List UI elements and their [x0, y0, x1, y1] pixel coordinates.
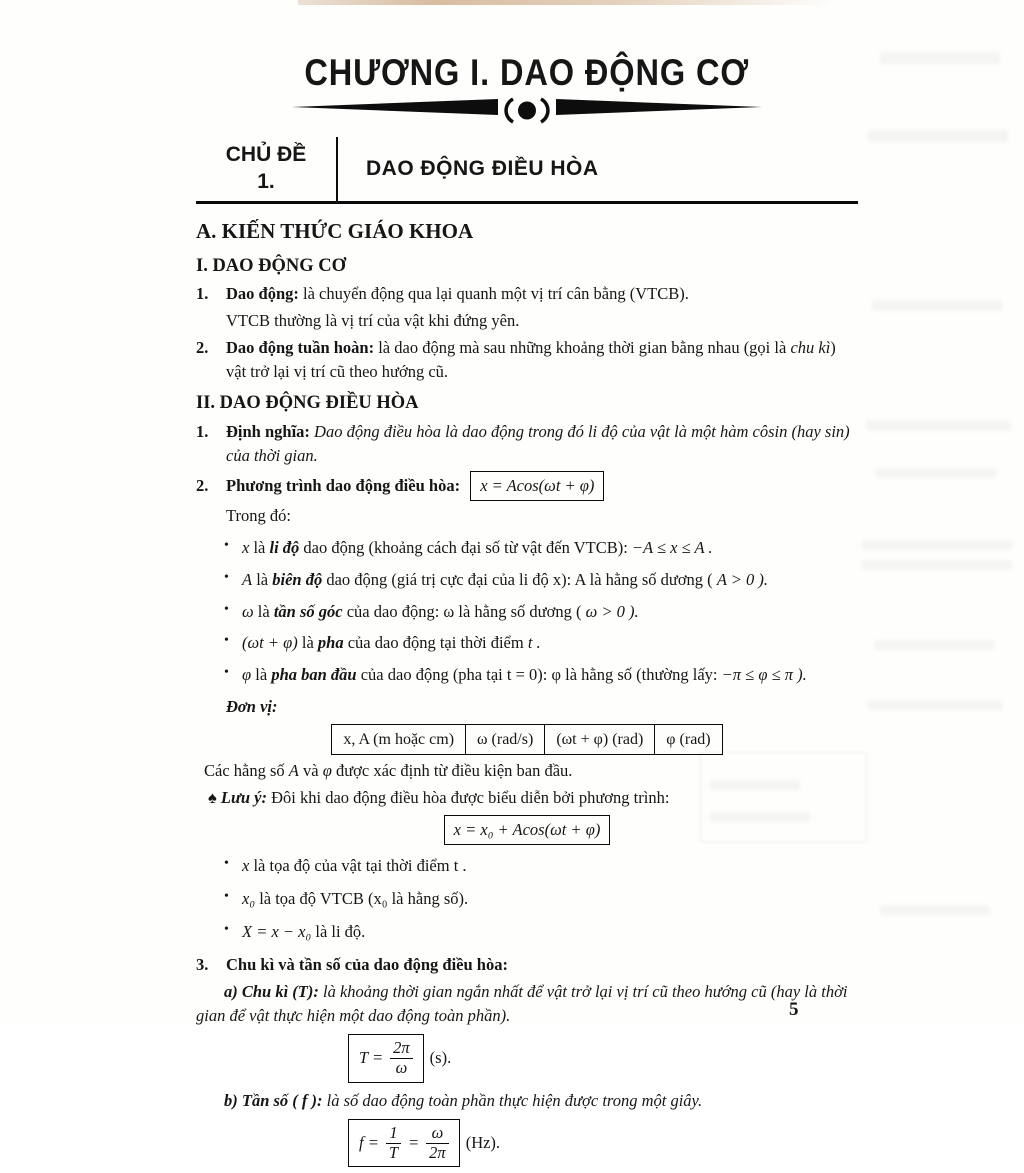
constants-note [196, 759, 858, 783]
bullet-text: là li độ. [315, 922, 366, 941]
item-number: 1. [196, 421, 209, 441]
item-text: là số dao động toàn phần thực hiện được trong một giây. [326, 1090, 703, 1110]
formula-equals: = [408, 1133, 420, 1153]
topic-label-block [196, 137, 336, 202]
item-term: Dao động tuần hoàn: [226, 338, 375, 358]
units-table [331, 724, 722, 755]
constants-text: và [303, 761, 319, 781]
note-formula-line [196, 815, 858, 845]
bullet-icon: • [224, 889, 229, 905]
fraction-denominator: 2π [426, 1143, 449, 1163]
bullet-math: −A ≤ x ≤ A . [631, 537, 713, 557]
bullet-variable: A [242, 569, 253, 589]
constants-text: Các hằng số [204, 761, 285, 781]
formula-box-note: x = x₀ + Acos(ωt + φ) [444, 815, 611, 845]
bullet-variable: φ [242, 665, 252, 685]
bullet-text: của dao động (pha tại t = 0): φ là hằng số (thường lấy: [360, 665, 718, 685]
bleed-through [862, 540, 1012, 550]
bullet-term: tần số góc [273, 601, 343, 621]
note-text: Đôi khi dao động điều hòa được biểu diễn bởi phương trình: [271, 788, 670, 808]
units-label: Đơn vị: [226, 697, 278, 717]
item-number: 2. [196, 475, 209, 495]
bullet-x0 [224, 887, 858, 911]
topic-banner [196, 137, 858, 205]
item-phuong-trinh [196, 471, 858, 501]
item-term: Phương trình dao động điều hòa: [226, 475, 461, 495]
item-dinh-nghia [196, 420, 858, 468]
item-number: 1. [196, 284, 209, 304]
units-cell: ω (rad/s) [466, 725, 545, 755]
constants-variable: φ [322, 761, 332, 781]
formula-f-line [348, 1119, 858, 1168]
bullet-math: A > 0 ). [716, 569, 768, 589]
formula-box-T [348, 1034, 424, 1083]
fraction [426, 1124, 449, 1163]
bullet-bien-do [224, 568, 858, 592]
bleed-through [872, 300, 1002, 311]
note-term: Lưu ý: [220, 788, 267, 808]
bullet-x [224, 854, 858, 878]
item-term: Định nghĩa: [226, 421, 310, 441]
fraction [390, 1039, 413, 1078]
chapter-heading [196, 46, 858, 100]
bleed-through [868, 700, 1003, 710]
item-dao-dong [196, 282, 858, 306]
bullet-text: của dao động: ω là hằng số dương ( [346, 601, 582, 621]
chapter-divider [196, 97, 858, 125]
bullet-icon: • [224, 922, 229, 937]
bullet-text: dao động (giá trị cực đại của li độ x): A là hằng số dương ( [326, 569, 713, 589]
chapter-title: CHƯƠNG I. DAO ĐỘNG CƠ [304, 52, 750, 93]
formula-box-f [348, 1119, 460, 1168]
units-cell: (ωt + φ) (rad) [545, 725, 655, 755]
bullet-icon: • [224, 537, 229, 553]
bullet-mid: là [256, 569, 269, 589]
item-term: a) Chu kì (T): [224, 981, 319, 1001]
bullet-variable: x₀ [242, 889, 256, 909]
formula-box-main: x = Acos(ωt + φ) [470, 471, 604, 501]
item-chu-ki-tan-so [196, 953, 858, 977]
note-symbol-icon: ♠ [208, 788, 217, 808]
fraction-denominator: T [386, 1143, 401, 1163]
bullet-math: t . [527, 633, 541, 653]
bleed-through [874, 640, 994, 650]
bullet-math: −π ≤ φ ≤ π ). [721, 665, 807, 685]
chapter-divider-icon [292, 97, 762, 125]
bullet-mid: là [257, 601, 270, 621]
bullet-icon: • [224, 665, 229, 681]
bleed-through [866, 420, 1011, 431]
bullet-li-do [224, 536, 858, 560]
item-term: b) Tần số ( f ): [224, 1090, 323, 1110]
formula-lhs: T = [359, 1048, 384, 1068]
bullet-variable: x [242, 856, 250, 876]
item-term: Chu kì và tần số của dao động điều hòa: [226, 954, 508, 974]
bullet-math: ω > 0 ). [585, 601, 639, 621]
item-text: ) vật trở lại vị trí cũ theo hướng cũ. [226, 338, 836, 382]
bleed-through [862, 560, 1012, 570]
fraction-denominator: ω [390, 1058, 413, 1078]
bullet-text: là tọa độ VTCB (x₀ là hằng số). [259, 889, 469, 909]
constants-text: được xác định từ điều kiện ban đầu. [335, 761, 573, 781]
bleed-through [876, 468, 996, 478]
bullet-term: pha ban đầu [271, 665, 357, 685]
item-text: là khoảng thời gian ngắn nhất để vật trở lại vị trí cũ theo hướng cũ (hay là thời gian để vật thực hiện một dao động toàn phần). [196, 981, 848, 1025]
fraction-numerator: 2π [393, 1037, 410, 1057]
page-content [196, 46, 858, 1173]
item-number: 3. [196, 954, 209, 974]
section-a-heading: A. KIẾN THỨC GIÁO KHOA [196, 219, 474, 244]
formula-unit: (s). [429, 1048, 452, 1068]
units-table-row [332, 725, 722, 755]
bleed-through [880, 905, 990, 915]
bullet-term: pha [317, 633, 344, 653]
bullet-text: là tọa độ của vật tại thời điểm t . [253, 856, 467, 876]
bullet-text: dao động (khoảng cách đại số từ vật đến VTCB): [303, 537, 628, 557]
formula-lhs: f = [359, 1133, 379, 1153]
bullet-mid: là [301, 633, 314, 653]
item-text: là dao động mà sau những khoảng thời gian bằng nhau (gọi là [378, 338, 787, 358]
units-cell: x, A (m hoặc cm) [332, 725, 466, 755]
units-cell: φ (rad) [655, 725, 722, 755]
constants-variable: A [288, 761, 299, 781]
item-term: Dao động: [226, 284, 299, 304]
scan-edge-strip [298, 0, 833, 5]
item-dao-dong-tuan-hoan [196, 336, 858, 384]
item-number: 2. [196, 338, 209, 358]
fraction-numerator: 1 [389, 1122, 398, 1142]
fraction [386, 1124, 401, 1163]
topic-number: 1. [257, 169, 275, 193]
bleed-through [880, 52, 1000, 64]
note-line [196, 786, 858, 810]
bullet-variable: X = x − x₀ [242, 922, 312, 941]
fraction-numerator: ω [431, 1122, 444, 1142]
bullet-pha [224, 631, 858, 655]
page-number: 5 [789, 999, 799, 1020]
bleed-through [868, 130, 1008, 142]
note-bullet-list [196, 854, 858, 944]
bullet-variable: ω [242, 601, 254, 621]
bullet-icon: • [224, 856, 229, 872]
bullet-icon: • [224, 601, 229, 617]
bullet-icon: • [224, 569, 229, 585]
bullet-text: của dao động tại thời điểm [347, 633, 524, 653]
bullet-mid: là [255, 665, 268, 685]
bullet-pha-ban-dau [224, 663, 858, 687]
section-ii-heading: II. DAO ĐỘNG ĐIỀU HÒA [196, 393, 419, 414]
formula-T-line [348, 1034, 858, 1083]
topic-label: CHỦ ĐỀ [225, 142, 307, 166]
item-vtcb-note: VTCB thường là vị trí của vật khi đứng yên. [226, 311, 520, 331]
bullet-tan-so-goc [224, 600, 858, 624]
formula-unit: (Hz). [465, 1133, 501, 1153]
section-i-heading: I. DAO ĐỘNG CƠ [196, 255, 347, 276]
topic-title: DAO ĐỘNG ĐIỀU HÒA [366, 156, 599, 180]
bullet-variable: x [242, 537, 250, 557]
item-text-italic: chu kì [790, 338, 831, 358]
bullet-icon: • [224, 633, 229, 649]
bullet-mid: là [253, 537, 266, 557]
bullet-variable: (ωt + φ) [242, 633, 298, 653]
item-text: là chuyển động qua lại quanh một vị trí cân bằng (VTCB). [303, 284, 689, 304]
item-a-chu-ki [196, 980, 858, 1028]
bullet-X [224, 920, 858, 944]
item-b-tan-so [196, 1089, 858, 1113]
bullet-term: li độ [269, 537, 300, 557]
definition-bullet-list [196, 536, 858, 688]
trong-do-label: Trong đó: [226, 505, 291, 525]
bullet-term: biên độ [272, 569, 323, 589]
item-text: Dao động điều hòa là dao động trong đó li độ của vật là một hàm côsin (hay sin) của thời gian. [226, 421, 850, 465]
